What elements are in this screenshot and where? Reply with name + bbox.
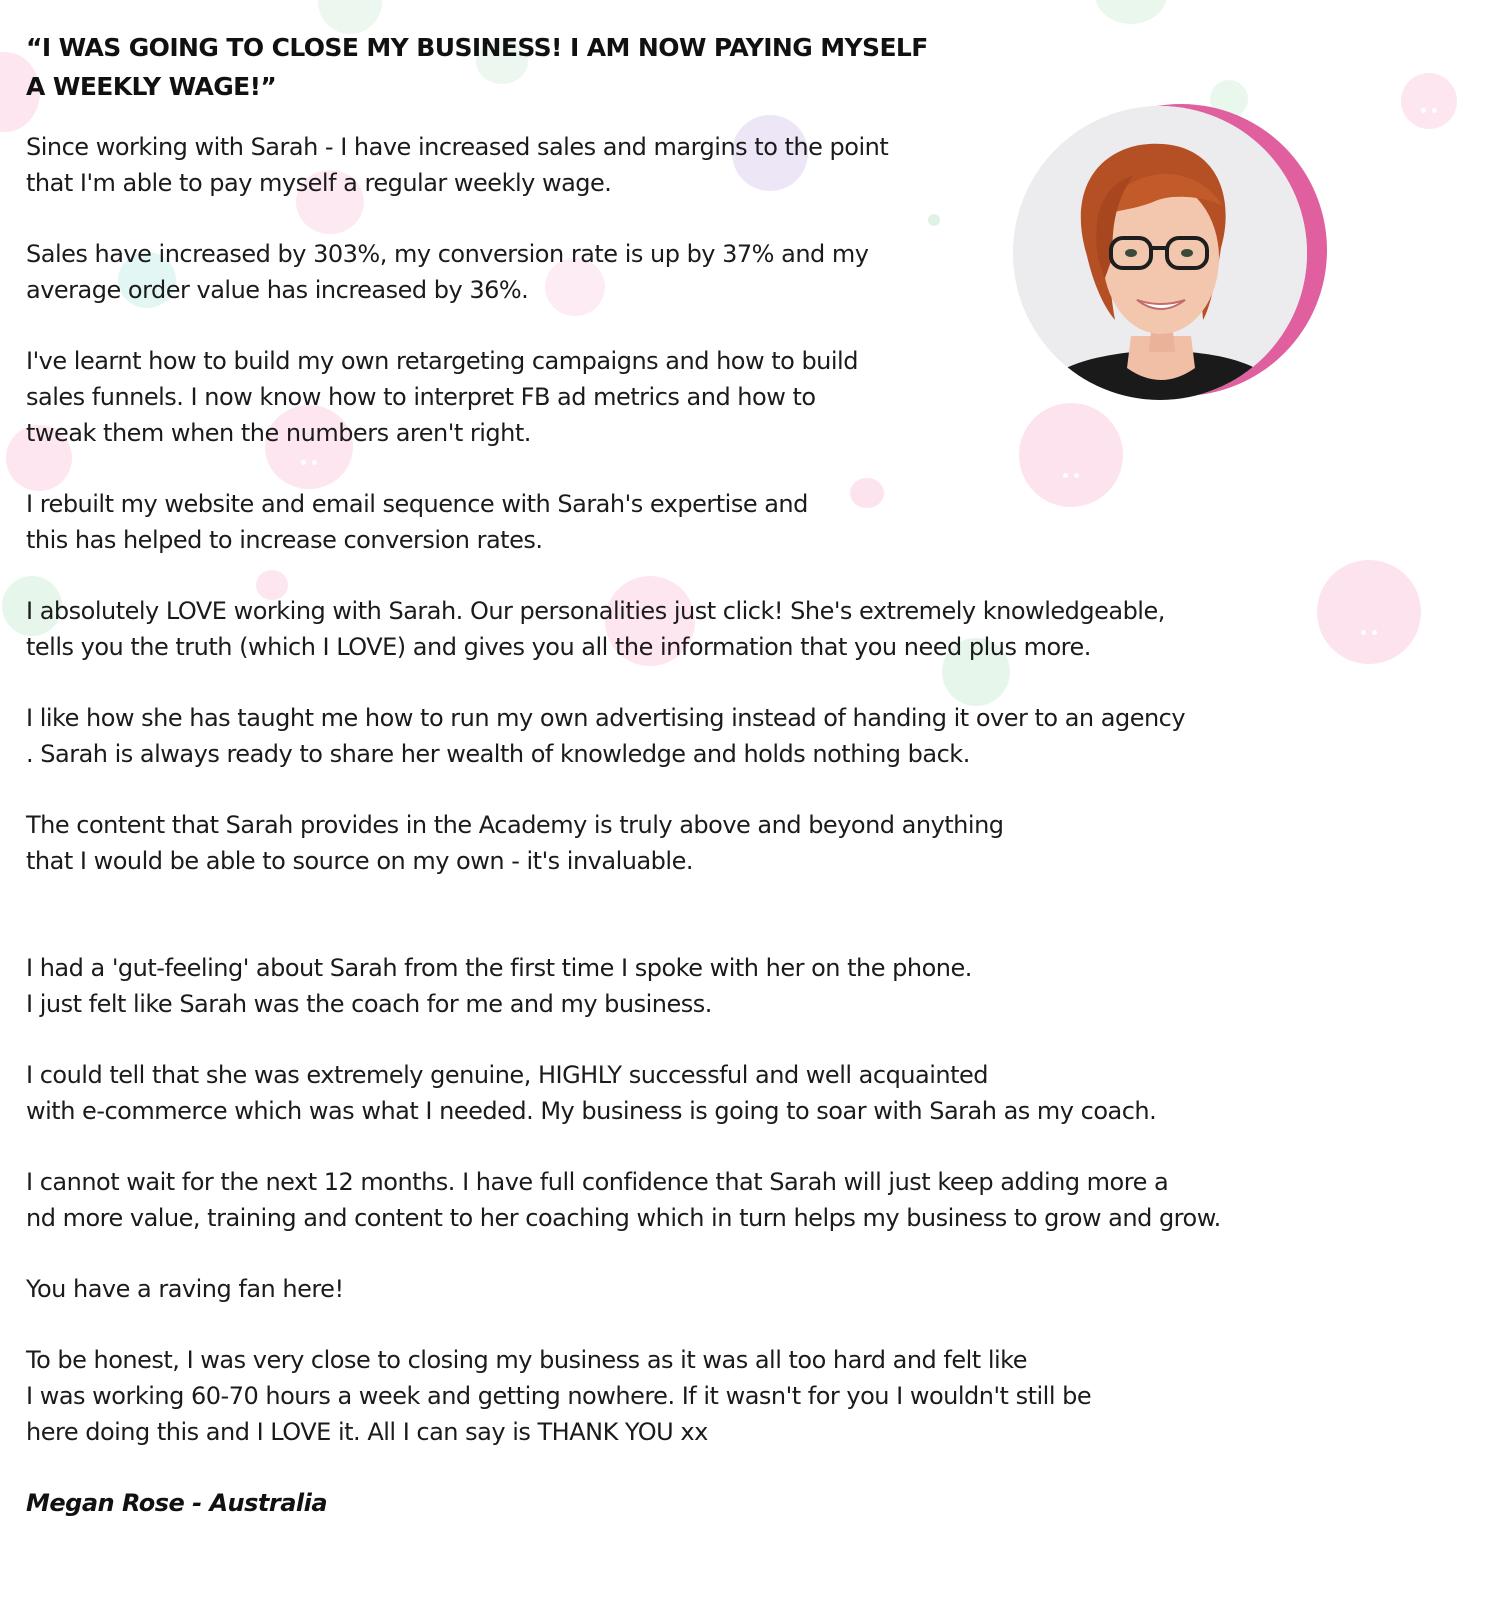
testimonial-paragraph: I rebuilt my website and email sequence with Sarah's expertise and this has helped to increase conversion rates.: [26, 490, 808, 554]
testimonial-paragraph: Since working with Sarah - I have increased sales and margins to the point that I'm able to pay myself a regular weekly wage.: [26, 133, 889, 197]
testimonial-paragraph: You have a raving fan here!: [26, 1275, 344, 1303]
testimonial-paragraph: I cannot wait for the next 12 months. I have full confidence that Sarah will just keep adding more a nd more value, training and content to her coaching which in turn helps my business to grow and grow.: [26, 1168, 1221, 1232]
testimonial-paragraph: Sales have increased by 303%, my conversion rate is up by 37% and my average order value has increased by 36%.: [26, 240, 869, 304]
testimonial-paragraph: I had a 'gut-feeling' about Sarah from the first time I spoke with her on the phone. I just felt like Sarah was the coach for me and my business.: [26, 954, 972, 1018]
testimonial-paragraph: To be honest, I was very close to closing my business as it was all too hard and felt like I was working 60-70 hours a week and getting nowhere. If it wasn't for you I wouldn't still be here doing this and I LOVE it. All I can say is THANK YOU xx: [26, 1346, 1092, 1446]
testimonial-headline: “I WAS GOING TO CLOSE MY BUSINESS! I AM NOW PAYING MYSELF A WEEKLY WAGE!”: [26, 33, 928, 101]
cart-bubble: [1095, 0, 1167, 24]
testimonial-signature: Megan Rose - Australia: [26, 1489, 328, 1517]
testimonial-paragraph: The content that Sarah provides in the Academy is truly above and beyond anything that I would be able to source on my own - it's invaluable.: [26, 811, 1004, 875]
testimonial-paragraph: I like how she has taught me how to run my own advertising instead of handing it over to an agency . Sarah is always ready to share her wealth of knowledge and holds nothing back.: [26, 704, 1186, 768]
testimonial-paragraph: I absolutely LOVE working with Sarah. Our personalities just click! She's extremely knowledgeable, tells you the truth (which I LOVE) and gives you all the information that you need plus more.: [26, 597, 1165, 661]
testimonial-card: [26, 28, 1466, 1521]
testimonial-paragraph: I could tell that she was extremely genuine, HIGHLY successful and well acquainted with e-commerce which was what I needed. My business is going to soar with Sarah as my coach.: [26, 1061, 1157, 1125]
testimonial-paragraph: I've learnt how to build my own retargeting campaigns and how to build sales funnels. I now know how to interpret FB ad metrics and how to tweak them when the numbers aren't right.: [26, 347, 858, 447]
